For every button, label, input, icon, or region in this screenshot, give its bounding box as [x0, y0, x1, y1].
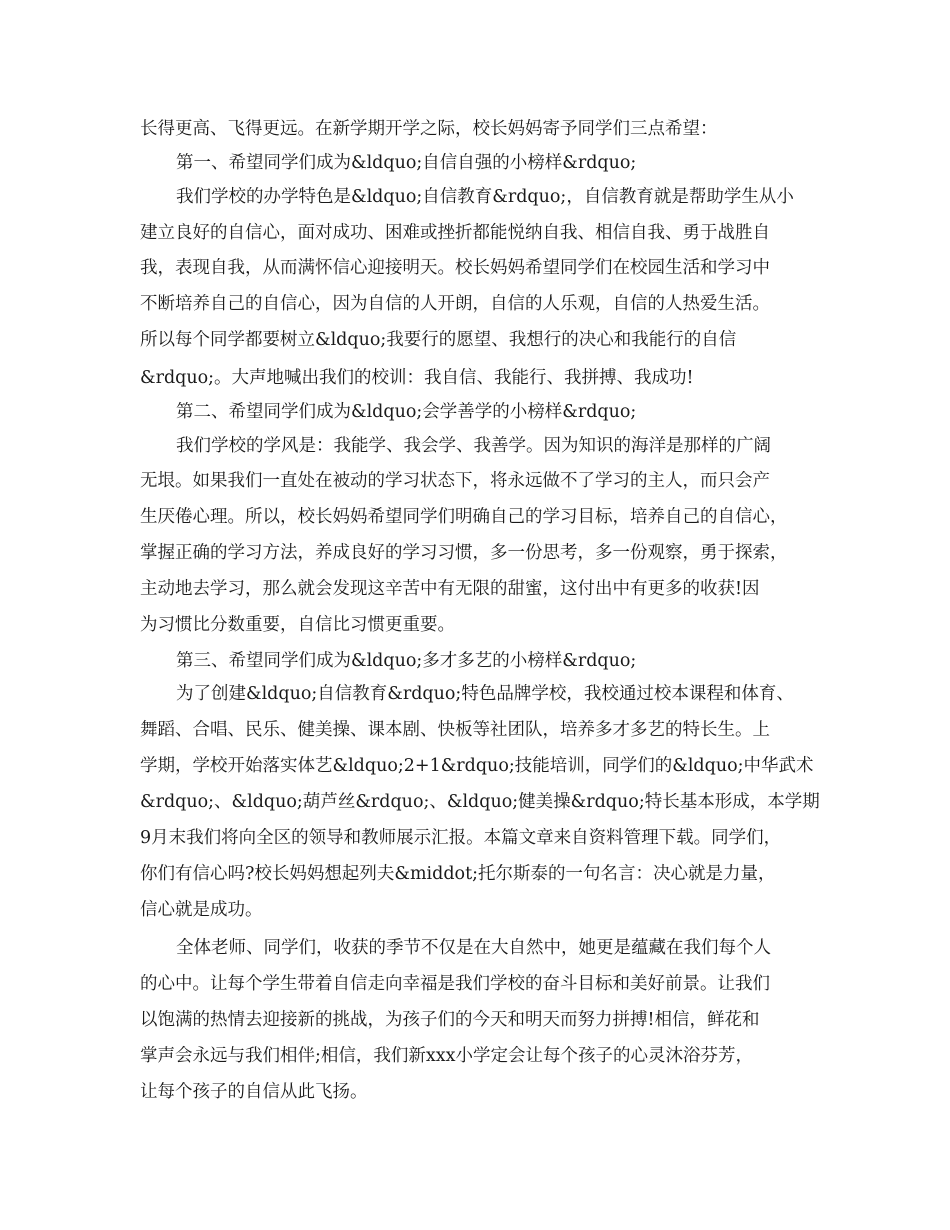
text-line: 舞蹈、合唱、民乐、健美操、课本剧、快板等社团队，培养多才多艺的特长生。上 — [140, 720, 770, 740]
text-line: 所以每个同学都要树立&ldquo;我要行的愿望、我想行的决心和我能行的自信 — [140, 330, 737, 350]
text-line: 为了创建&ldquo;自信教育&rdquo;特色品牌学校，我校通过校本课程和体育、 — [176, 684, 794, 704]
text-line: &rdquo;、&ldquo;葫芦丝&rdquo;、&ldquo;健美操&rdquo;特长基本形成，本学期 — [140, 792, 820, 812]
text-line: 学期，学校开始落实体艺&ldquo;2+1&rdquo;技能培训，同学们的&ldquo;中华武术 — [140, 756, 814, 776]
text-line: 不断培养自己的自信心，因为自信的人开朗，自信的人乐观，自信的人热爱生活。 — [140, 294, 770, 314]
text-line: 长得更高、飞得更远。在新学期开学之际，校长妈妈寄予同学们三点希望： — [140, 119, 718, 139]
text-line: 掌握正确的学习方法，养成良好的学习习惯，多一份思考，多一份观察，勇于探索， — [140, 543, 788, 563]
text-line: 全体老师、同学们，收获的季节不仅是在大自然中，她更是蕴藏在我们每个人 — [176, 938, 771, 958]
text-line: 以饱满的热情去迎接新的挑战，为孩子们的今天和明天而努力拼搏!相信，鲜花和 — [140, 1010, 760, 1030]
text-line: 的心中。让每个学生带着自信走向幸福是我们学校的奋斗目标和美好前景。让我们 — [140, 974, 770, 994]
text-line: 我们学校的学风是：我能学、我会学、我善学。因为知识的海洋是那样的广阔 — [176, 436, 771, 456]
text-line: 生厌倦心理。所以，校长妈妈希望同学们明确自己的学习目标，培养自己的自信心， — [140, 507, 788, 527]
text-line: 信心就是成功。 — [140, 900, 263, 920]
text-line: 9月末我们将向全区的领导和教师展示汇报。本篇文章来自资料管理下载。同学们， — [140, 828, 782, 848]
text-line: 让每个孩子的自信从此飞扬。 — [140, 1082, 368, 1102]
text-line: 我，表现自我，从而满怀信心迎接明天。校长妈妈希望同学们在校园生活和学习中 — [140, 258, 770, 278]
text-line: 为习惯比分数重要，自信比习惯更重要。 — [140, 615, 455, 635]
text-line: 我们学校的办学特色是&ldquo;自信教育&rdquo;，自信教育就是帮助学生从小 — [176, 187, 794, 207]
text-line: &rdquo;。大声地喊出我们的校训：我自信、我能行、我拼搏、我成功! — [140, 368, 694, 388]
section-heading-3: 第三、希望同学们成为&ldquo;多才多艺的小榜样&rdquo; — [176, 651, 637, 671]
text-line: 无垠。如果我们一直处在被动的学习状态下，将永远做不了学习的主人，而只会产 — [140, 471, 770, 491]
text-line: 主动地去学习，那么就会发现这辛苦中有无限的甜蜜，这付出中有更多的收获!因 — [140, 579, 760, 599]
text-line: 建立良好的自信心，面对成功、困难或挫折都能悦纳自我、相信自我、勇于战胜自 — [140, 223, 770, 243]
section-heading-1: 第一、希望同学们成为&ldquo;自信自强的小榜样&rdquo; — [176, 153, 637, 173]
section-heading-2: 第二、希望同学们成为&ldquo;会学善学的小榜样&rdquo; — [176, 402, 637, 422]
text-line: 你们有信心吗?校长妈妈想起列夫&middot;托尔斯泰的一句名言：决心就是力量， — [140, 864, 776, 884]
text-line: 掌声会永远与我们相伴;相信，我们新xxx小学定会让每个孩子的心灵沐浴芬芳， — [140, 1046, 754, 1066]
